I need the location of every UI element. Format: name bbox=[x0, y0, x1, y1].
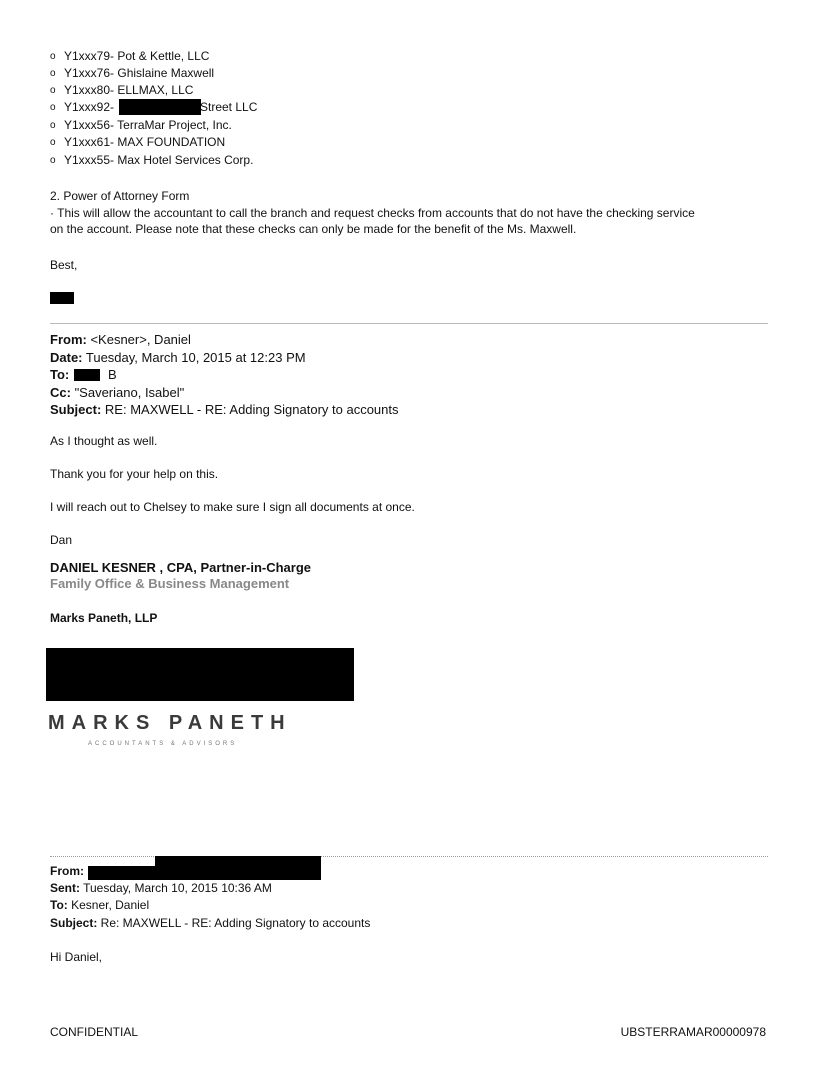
item-body: on the account. Please note that these checks can only be made for the benefit of the Ms. Maxwell. bbox=[50, 222, 577, 236]
email-body-line: Dan bbox=[50, 533, 73, 547]
list-bullet: o bbox=[50, 102, 56, 113]
list-bullet: o bbox=[50, 85, 56, 96]
logo-tagline: ACCOUNTANTS & ADVISORS bbox=[88, 741, 238, 747]
email-body-line: I will reach out to Chelsey to make sure I sign all documents at once. bbox=[50, 500, 415, 514]
footer-confidential: CONFIDENTIAL bbox=[50, 1025, 139, 1039]
email-body-line: Thank you for your help on this. bbox=[50, 467, 219, 481]
signature-dept: Family Office & Business Management bbox=[50, 576, 290, 591]
redaction bbox=[119, 99, 201, 115]
greeting: Hi Daniel, bbox=[50, 950, 103, 964]
list-bullet: o bbox=[50, 120, 56, 131]
list-item: Y1xxx61- MAX FOUNDATION bbox=[64, 135, 226, 149]
list-item: Y1xxx80- ELLMAX, LLC bbox=[64, 83, 194, 97]
list-bullet: o bbox=[50, 137, 56, 148]
redaction bbox=[155, 856, 321, 880]
list-item-name: Street LLC bbox=[200, 100, 258, 114]
list-item: Y1xxx76- Ghislaine Maxwell bbox=[64, 66, 215, 80]
redaction bbox=[46, 648, 354, 701]
signature-firm: Marks Paneth, LLP bbox=[50, 611, 158, 625]
divider bbox=[50, 323, 768, 324]
list-item: Y1xxx92- bbox=[64, 100, 115, 114]
list-bullet: o bbox=[50, 68, 56, 79]
item-heading: 2. Power of Attorney Form bbox=[50, 189, 190, 203]
redaction bbox=[74, 369, 100, 381]
email-body-line: As I thought as well. bbox=[50, 434, 158, 448]
signature-name: DANIEL KESNER , CPA, Partner-in-Charge bbox=[50, 560, 312, 575]
document-page: o Y1xxx79- Pot & Kettle, LLC o Y1xxx76- Ghislaine Maxwell o Y1xxx80- ELLMAX, LLC o Y1xxx92- Street LLC o Y1xxx56- TerraMar Project, Inc. o Y1xxx61- MAX FOUNDATION o Y1xxx55- Max Hotel Services Corp. 2. Power of Attorney Form · This will allow the accountant to call the branch and request checks from accounts that do not have the checking service on the account. Please note that these checks can only be made for the benefit of the Ms. Maxwell. Best, From: <Kesner>, Daniel Date: Tuesday, March 10, 2015 at 12:23 PM To: B Cc: "Saveriano, Isabel" Subject: RE: MAXWELL - RE: Adding Signatory to accounts As I thought as well. Thank you for your help on this. I will reach out to Chelsey to make sure I sign all documents at once. Dan DANIEL KESNER , CPA, Partner-in-Charge Family Office & Business Management Marks Paneth, LLP MARKS PANETH ACCOUNTANTS & ADVISORS From: Sent: Tuesday, March 10, 2015 10:36 AM To: Kesner, Daniel Subject: Re: MAXWELL - RE: Adding Signatory to accounts Hi Daniel, CONFIDENTIAL UBSTERRAMAR00000978 bbox=[0, 0, 816, 1073]
list-item: Y1xxx55- Max Hotel Services Corp. bbox=[64, 153, 254, 167]
closing: Best, bbox=[50, 258, 78, 272]
list-item: Y1xxx79- Pot & Kettle, LLC bbox=[64, 49, 210, 63]
item-body: · This will allow the accountant to call the branch and request checks from accounts that do not have the checking service bbox=[50, 206, 695, 220]
list-item: Y1xxx56- TerraMar Project, Inc. bbox=[64, 118, 232, 132]
redaction bbox=[50, 292, 74, 304]
marks-paneth-logo: MARKS PANETH bbox=[48, 712, 292, 734]
footer-bates-number: UBSTERRAMAR00000978 bbox=[620, 1025, 766, 1039]
list-bullet: o bbox=[50, 155, 56, 166]
list-bullet: o bbox=[50, 51, 56, 62]
redaction bbox=[88, 866, 156, 880]
